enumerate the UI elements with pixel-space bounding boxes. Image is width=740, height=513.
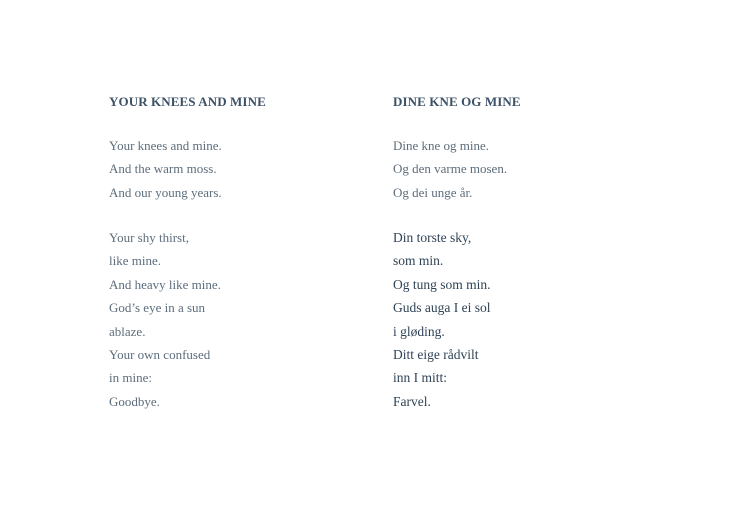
poem-line: Your own confused: [109, 346, 211, 362]
norwegian-title: DINE KNE OG MINE: [393, 94, 521, 109]
poem-line: Farvel.: [393, 393, 431, 409]
poem-line: Your knees and mine.: [109, 138, 222, 153]
poem-line: God’s eye in a sun: [109, 300, 206, 316]
poem-line: Goodbye.: [109, 393, 160, 409]
poem-line: Og tung som min.: [393, 276, 491, 292]
poem-line: And our young years.: [109, 184, 222, 200]
poem-line: inn I mitt:: [393, 370, 447, 386]
poem-line: i gløding.: [393, 323, 445, 339]
norwegian-stanza-1: [393, 137, 507, 207]
poem-line: like mine.: [109, 253, 161, 269]
english-stanza-1: [109, 137, 222, 207]
poem-line: And heavy like mine.: [109, 276, 221, 292]
poem-line: Og den varme mosen.: [393, 161, 508, 177]
poem-line: Din torste sky,: [393, 230, 472, 245]
poem-line: som min.: [393, 253, 444, 269]
english-title: YOUR KNEES AND MINE: [109, 94, 266, 109]
poem-line: Your shy thirst,: [109, 230, 189, 245]
poem-line: Dine kne og mine.: [393, 138, 490, 153]
poem-line: And the warm moss.: [109, 161, 217, 177]
poem-line: in mine:: [109, 370, 152, 386]
poem-line: Og dei unge år.: [393, 184, 473, 200]
poem-line: ablaze.: [109, 323, 146, 339]
english-stanza-2: [109, 229, 221, 416]
poem-line: Ditt eige rådvilt: [393, 346, 479, 362]
poem-line: Guds auga I ei sol: [393, 300, 491, 316]
norwegian-stanza-2: [393, 229, 491, 416]
